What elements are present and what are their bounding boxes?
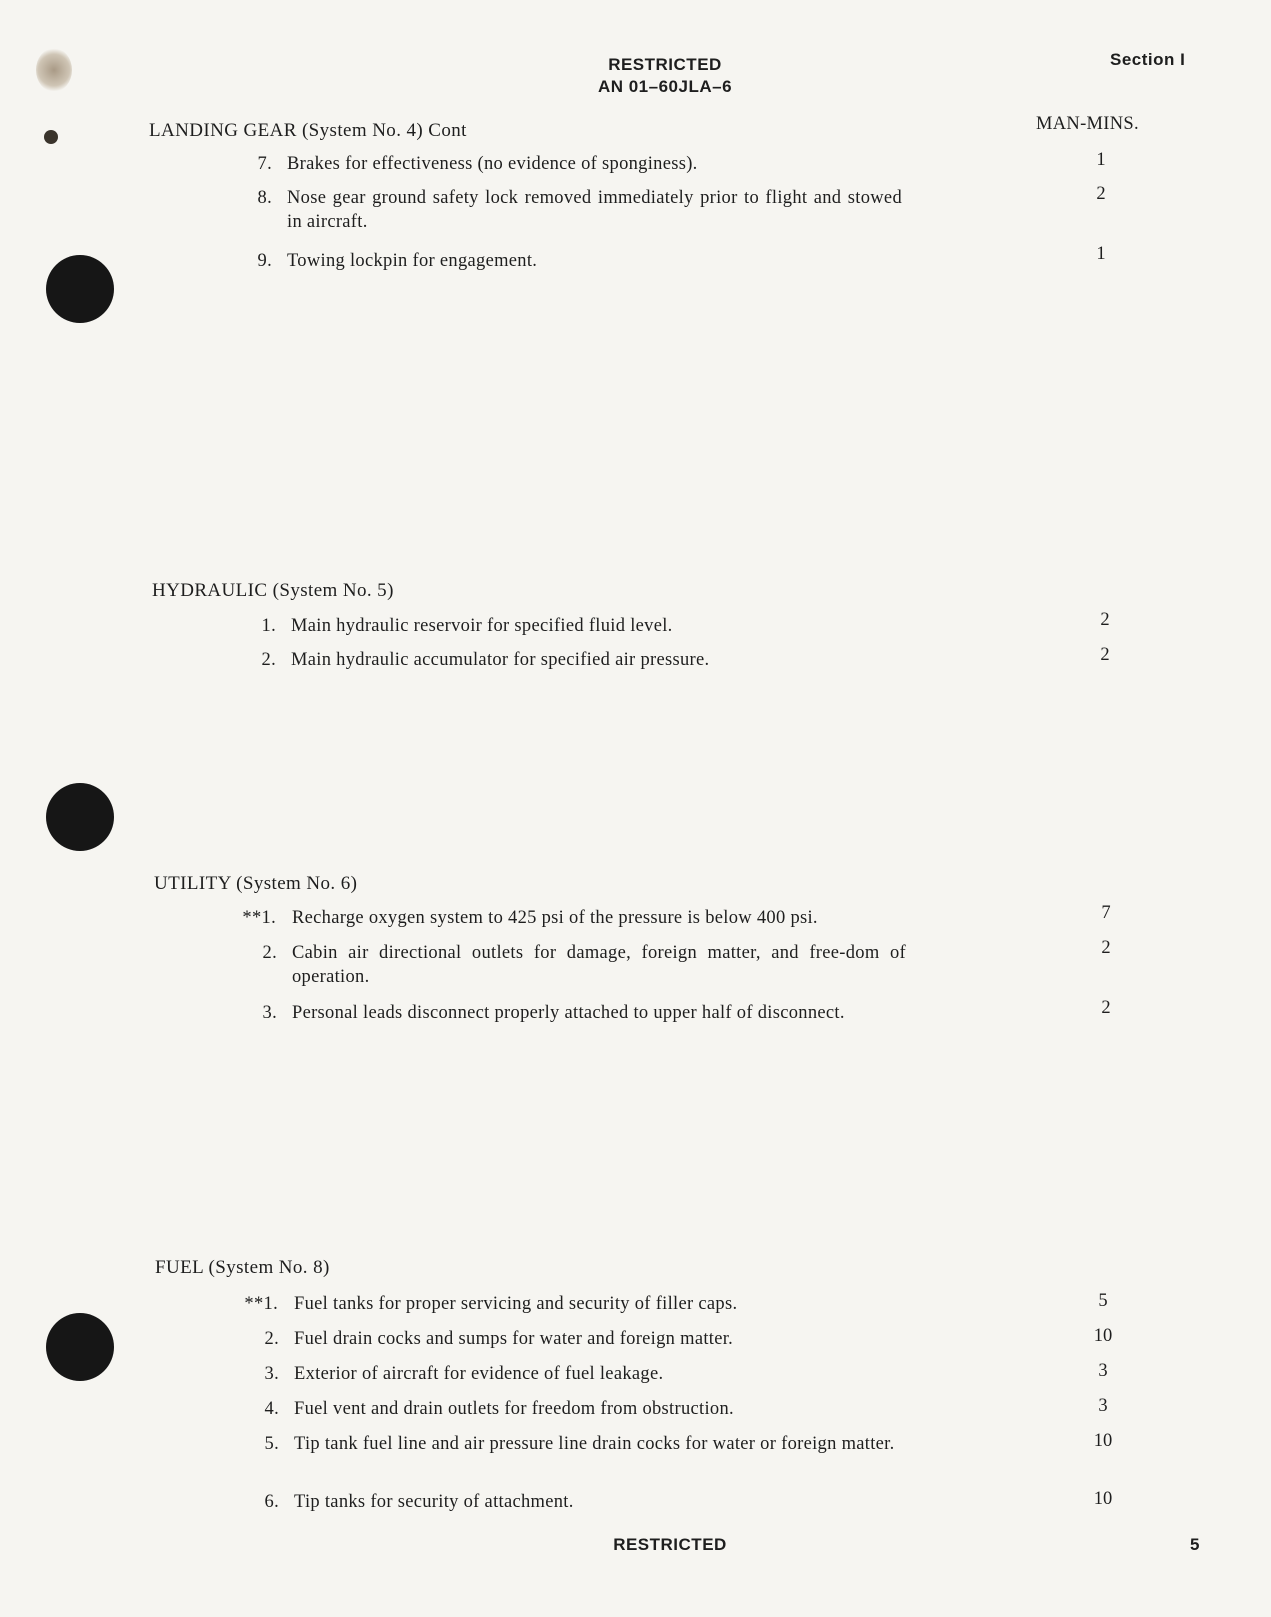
- list-item: [240, 186, 930, 236]
- item-minutes: 3: [1098, 1396, 1108, 1416]
- list-item: [240, 152, 930, 178]
- item-minutes: 7: [1101, 903, 1111, 923]
- item-text: Nose gear ground safety lock removed immediately prior to flight and stowed in aircraft.: [287, 188, 902, 232]
- list-item: [240, 249, 930, 275]
- item-number: 9.: [257, 251, 272, 271]
- item-minutes: 10: [1093, 1489, 1113, 1509]
- item-number: 1.: [261, 616, 276, 636]
- list-item: [247, 1432, 937, 1482]
- list-item: [236, 1292, 936, 1318]
- item-text: Main hydraulic reservoir for specified fluid level.: [291, 616, 673, 636]
- item-number: 2.: [261, 650, 276, 670]
- column-header-man-mins: MAN-MINS.: [1036, 114, 1139, 134]
- item-number: 3.: [262, 1003, 277, 1023]
- item-minutes: 2: [1100, 645, 1110, 665]
- rust-stain: [36, 48, 72, 92]
- item-number: 2.: [262, 943, 277, 963]
- item-minutes: 2: [1100, 610, 1110, 630]
- list-item: [244, 648, 934, 674]
- document-number: AN 01–60JLA–6: [597, 77, 733, 96]
- binder-hole-top: [46, 255, 114, 323]
- section-title: FUEL (System No. 8): [155, 1257, 330, 1278]
- item-minutes: 3: [1098, 1361, 1108, 1381]
- item-text: Tip tank fuel line and air pressure line drain cocks for water or foreign matter.: [294, 1434, 895, 1454]
- item-number: 7.: [257, 154, 272, 174]
- section-label: Section I: [1110, 50, 1186, 69]
- item-number: 2.: [264, 1329, 279, 1349]
- list-item: [247, 1490, 937, 1516]
- item-text: Fuel drain cocks and sumps for water and foreign matter.: [294, 1329, 734, 1349]
- section-title: HYDRAULIC (System No. 5): [152, 580, 394, 601]
- item-text: Towing lockpin for engagement.: [287, 251, 538, 271]
- list-item: [247, 1327, 937, 1353]
- item-minutes: 2: [1101, 998, 1111, 1018]
- item-number: 4.: [264, 1399, 279, 1419]
- item-text: Fuel tanks for proper servicing and security of filler caps.: [294, 1294, 738, 1314]
- item-minutes: 10: [1093, 1431, 1113, 1451]
- item-text: Fuel vent and drain outlets for freedom from obstruction.: [294, 1399, 734, 1419]
- list-item: [244, 614, 934, 640]
- section-title: LANDING GEAR (System No. 4) Cont: [149, 120, 467, 141]
- item-number: 3.: [264, 1364, 279, 1384]
- list-item: [247, 1362, 937, 1388]
- item-minutes: 5: [1098, 1291, 1108, 1311]
- list-item: [245, 1001, 935, 1051]
- list-item: [247, 1397, 937, 1423]
- item-text: Exterior of aircraft for evidence of fuel leakage.: [294, 1364, 664, 1384]
- item-text: Main hydraulic accumulator for specified air pressure.: [291, 650, 710, 670]
- item-minutes: 1: [1096, 244, 1106, 264]
- item-number: **1.: [244, 1294, 278, 1314]
- footer-classification: RESTRICTED: [613, 1535, 727, 1554]
- item-minutes: 10: [1093, 1326, 1113, 1346]
- item-number: **1.: [242, 908, 276, 928]
- item-number: 6.: [264, 1492, 279, 1512]
- item-text: Personal leads disconnect properly attached to upper half of disconnect.: [292, 1003, 845, 1023]
- item-minutes: 1: [1096, 150, 1106, 170]
- binder-hole-bottom: [46, 1313, 114, 1381]
- section-title: UTILITY (System No. 6): [154, 873, 358, 894]
- list-item: [234, 906, 934, 932]
- item-text: Brakes for effectiveness (no evidence of sponginess).: [287, 154, 698, 174]
- item-minutes: 2: [1101, 938, 1111, 958]
- rust-stain-small: [44, 130, 58, 144]
- item-number: 5.: [264, 1434, 279, 1454]
- item-number: 8.: [257, 188, 272, 208]
- item-text: Cabin air directional outlets for damage, foreign matter, and free-dom of operation.: [292, 943, 906, 987]
- item-text: Recharge oxygen system to 425 psi of the pressure is below 400 psi.: [292, 908, 818, 928]
- page-number: 5: [1190, 1535, 1200, 1554]
- item-minutes: 2: [1096, 184, 1106, 204]
- list-item: [245, 941, 935, 991]
- item-text: Tip tanks for security of attachment.: [294, 1492, 574, 1512]
- header-classification: RESTRICTED: [608, 55, 722, 74]
- binder-hole-middle: [46, 783, 114, 851]
